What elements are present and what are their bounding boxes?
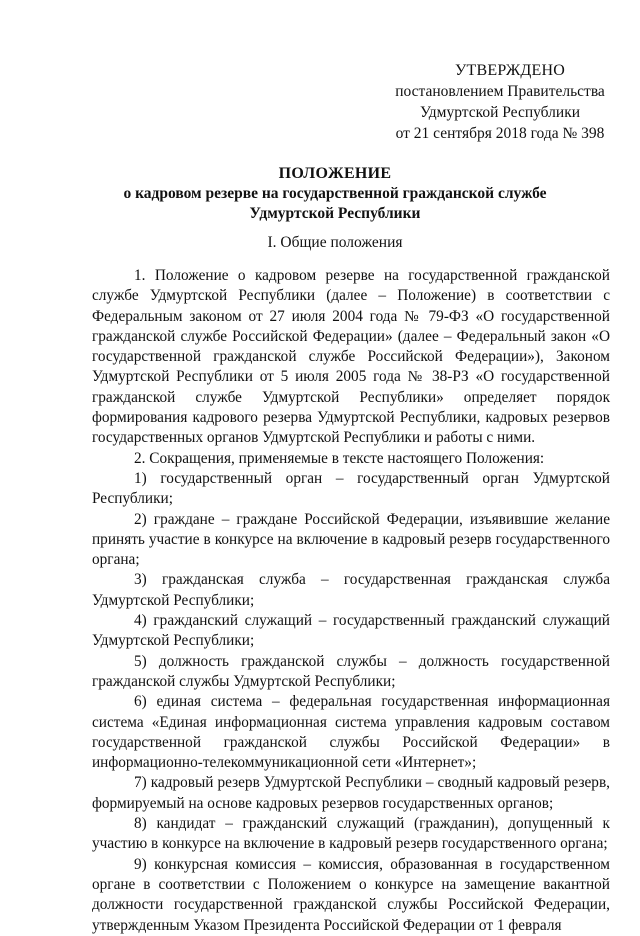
document-title-line: Удмуртской Республики (249, 205, 421, 222)
paragraph: 2. Сокращения, применяемые в тексте настоящего Положения: (134, 449, 545, 467)
approval-line: от 21 сентября 2018 года № 398 (395, 125, 605, 142)
section-heading: I. Общие положения (267, 234, 403, 251)
paragraph: 6) единая система – федеральная государственная информационная система «Единая информационная система управления кадровым составом государственной гражданской службы Российской Федерации» в информационно-телекоммуникационной сети «Интернет»; (92, 693, 610, 772)
approval-line: Удмуртской Республики (419, 104, 581, 121)
document-title (110, 164, 560, 224)
document-title-main: ПОЛОЖЕНИЕ (278, 165, 392, 182)
document-body (92, 266, 610, 936)
paragraph: 7) кадровый резерв Удмуртской Республики – сводный кадровый резерв, формируемый на основе кадровых резервов государственных органов; (92, 774, 610, 812)
paragraph: 1. Положение о кадровом резерве на государственной гражданской службе Удмуртской Республики (далее – Положение) в соответствии с Федеральным законом от 27 июля 2004 года № 79-ФЗ «О государственной гражданской службе Российской Федерации» (далее – Федеральный закон «О государственной гражданской службе Российской Федерации»), Законом Удмуртской Республики от 5 июля 2005 года № 38-РЗ «О государственной гражданской службе Удмуртской Республики» определяет порядок формирования кадрового резерва Удмуртской Республики, кадровых резервов государственных органов Удмуртской Республики и работы с ними. (92, 267, 610, 447)
approval-line: постановлением Правительства (395, 83, 605, 100)
paragraph: 8) кандидат – гражданский служащий (гражданин), допущенный к участию в конкурсе на включение в кадровый резерв государственного органа; (92, 815, 610, 853)
paragraph: 3) гражданская служба – государственная гражданская служба Удмуртской Республики; (92, 571, 610, 609)
paragraph: 2) граждане – граждане Российской Федерации, изъявившие желание принять участие в конкурсе на включение в кадровый резерв государственного органа; (92, 510, 610, 569)
document-title-line: о кадровом резерве на государственной гражданской службе (123, 185, 547, 202)
paragraph: 4) гражданский служащий – государственный гражданский служащий Удмуртской Республики; (92, 612, 610, 650)
approval-stamp (380, 60, 620, 144)
paragraph: 1) государственный орган – государственный орган Удмуртской Республики; (92, 469, 610, 508)
approval-title: УТВЕРЖДЕНО (454, 62, 565, 79)
paragraph: 9) конкурсная комиссия – комиссия, образованная в государственном органе в соответствии с Положением о конкурсе на замещение вакантной должности государственной гражданской службы Российской Федерации, утвержденным Указом Президента Российской Федерации от 1 февраля (92, 855, 610, 934)
paragraph: 5) должность гражданской службы – должность государственной гражданской службы Удмуртской Республики; (92, 652, 610, 690)
